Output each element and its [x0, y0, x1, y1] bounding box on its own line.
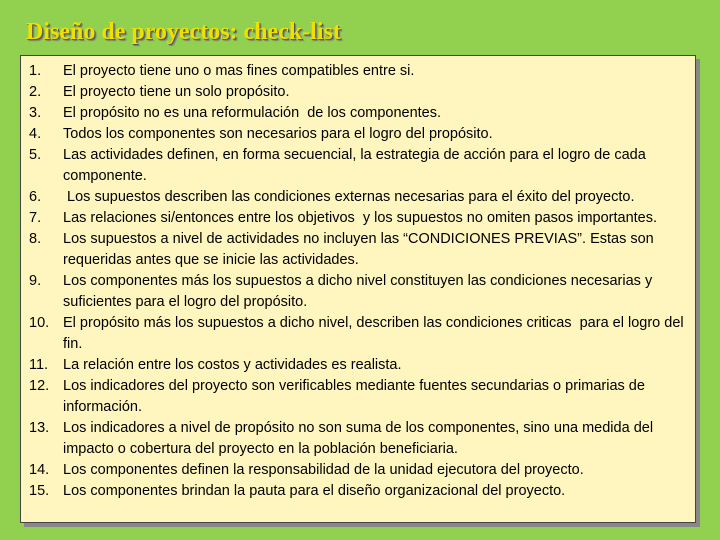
checklist-item [29, 355, 689, 376]
checklist-item [29, 82, 689, 103]
item-text: Los indicadores del proyecto son verificables mediante fuentes secundarias o primarias de información. [63, 378, 649, 415]
item-text: Los supuestos a nivel de actividades no incluyen las “CONDICIONES PREVIAS”. Estas son requeridas antes que se inicie las actividades. [63, 231, 658, 268]
item-number: 14. [29, 462, 50, 478]
item-number: 5. [29, 147, 42, 163]
item-number: 10. [29, 315, 50, 331]
item-text: Los componentes brindan la pauta para el diseño organizacional del proyecto. [63, 483, 566, 499]
item-number: 4. [29, 126, 42, 142]
checklist [21, 56, 695, 502]
item-text: La relación entre los costos y actividades es realista. [63, 357, 402, 373]
item-text: El proyecto tiene un solo propósito. [63, 84, 290, 100]
checklist-item [29, 460, 689, 481]
checklist-item [29, 61, 689, 82]
item-text: Los indicadores a nivel de propósito no son suma de los componentes, sino una medida del impacto o cobertura del proyecto en la población beneficiaria. [63, 420, 658, 457]
checklist-item [29, 271, 689, 313]
item-number: 1. [29, 63, 42, 79]
item-text: Las actividades definen, en forma secuencial, la estrategia de acción para el logro de cada componente. [63, 147, 650, 184]
item-number: 8. [29, 231, 42, 247]
checklist-item [29, 418, 689, 460]
item-number: 6. [29, 189, 42, 205]
item-text: El propósito más los supuestos a dicho nivel, describen las condiciones criticas para el logro del fin. [63, 315, 688, 352]
item-text: Los componentes definen la responsabilidad de la unidad ejecutora del proyecto. [63, 462, 584, 478]
checklist-item [29, 229, 689, 271]
checklist-panel [20, 55, 696, 523]
checklist-item [29, 208, 689, 229]
checklist-item [29, 376, 689, 418]
checklist-item [29, 124, 689, 145]
checklist-item [29, 313, 689, 355]
item-number: 2. [29, 84, 42, 100]
slide-title: Diseño de proyectos: check-list [26, 19, 341, 45]
item-number: 9. [29, 273, 42, 289]
item-text: El propósito no es una reformulación de los componentes. [63, 105, 442, 121]
item-number: 13. [29, 420, 50, 436]
item-text: Los supuestos describen las condiciones externas necesarias para el éxito del proyecto. [63, 189, 635, 205]
item-number: 15. [29, 483, 50, 499]
item-number: 11. [29, 357, 49, 373]
item-number: 3. [29, 105, 42, 121]
checklist-item [29, 103, 689, 124]
checklist-item [29, 481, 689, 502]
checklist-item [29, 187, 689, 208]
item-text: Los componentes más los supuestos a dicho nivel constituyen las condiciones necesarias y suficientes para el logro del propósito. [63, 273, 657, 310]
item-text: El proyecto tiene uno o mas fines compatibles entre si. [63, 63, 415, 79]
checklist-item [29, 145, 689, 187]
item-text: Las relaciones si/entonces entre los objetivos y los supuestos no omiten pasos importantes. [63, 210, 658, 226]
item-number: 12. [29, 378, 50, 394]
item-number: 7. [29, 210, 42, 226]
item-text: Todos los componentes son necesarios para el logro del propósito. [63, 126, 493, 142]
